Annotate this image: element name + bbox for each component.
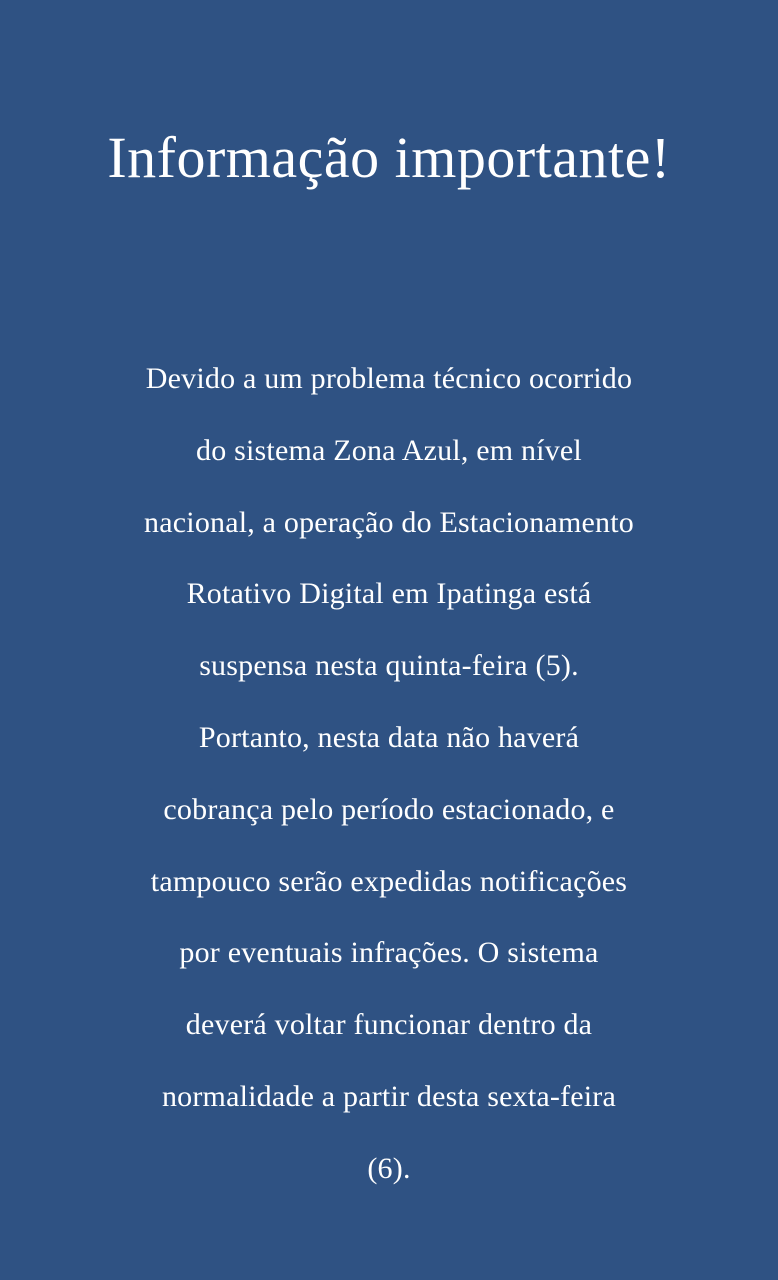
notice-line: (6). xyxy=(367,1151,411,1185)
notice-line: normalidade a partir desta sexta-feira xyxy=(161,1079,617,1113)
notice-line: suspensa nesta quinta-feira (5). xyxy=(199,649,579,683)
notice-title: Informação importante! xyxy=(107,125,671,190)
notice-line: do sistema Zona Azul, em nível xyxy=(196,433,582,467)
notice-body xyxy=(0,343,778,1205)
notice-line: deverá voltar funcionar dentro da xyxy=(185,1008,593,1042)
notice-line: nacional, a operação do Estacionamento xyxy=(144,505,634,539)
notice-line: Portanto, nesta data não haverá xyxy=(198,720,580,754)
notice-line: tampouco serão expedidas notificações xyxy=(150,864,628,898)
notice-line: Rotativo Digital em Ipatinga está xyxy=(186,577,592,611)
notice-line: por eventuais infrações. O sistema xyxy=(179,936,599,970)
notice-line: Devido a um problema técnico ocorrido xyxy=(145,362,633,395)
notice-line: cobrança pelo período estacionado, e xyxy=(163,792,615,826)
